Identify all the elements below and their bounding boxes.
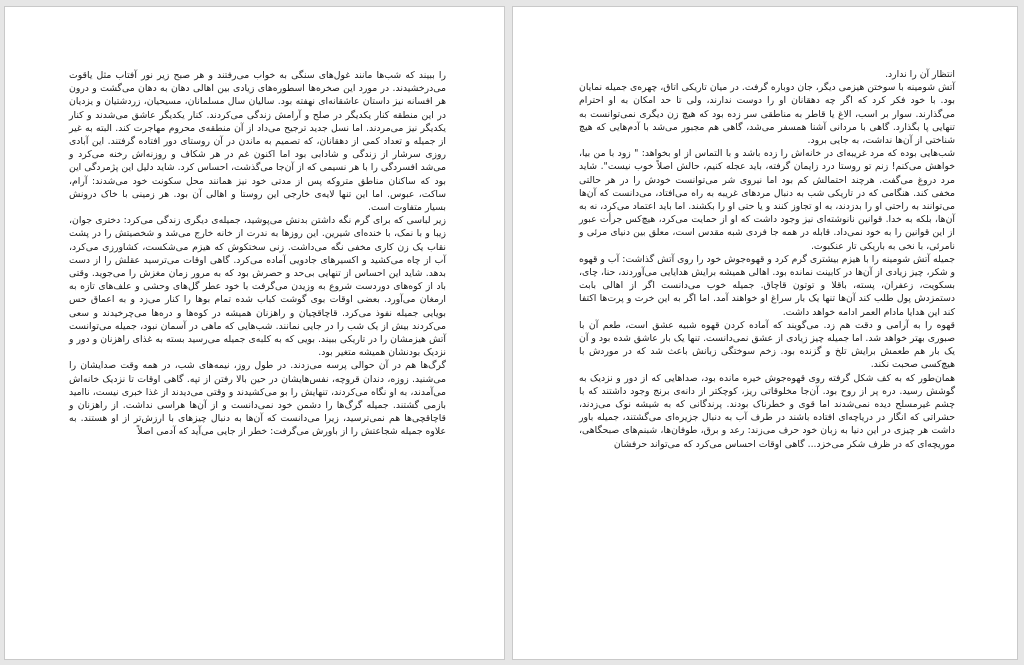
paragraph: شب‌هایی بوده که مرد غریبه‌ای در خانه‌اش را زده باشد و با التماس از او بخواهد: " زود با من بیا، خواهش می‌کنم! زنم تو روستا درد زایمان گرفته، باید عجله کنیم، حالش اصلاً خوب نیست". شاید مرد دروغ می‌گفت. هرچند احتمالش کم بود اما نیروی شر می‌توانست خودش را در هر حالتی مخفی کند. هنگامی که در تاریکی شب به دنبال مردهای غریبه به راه می‌افتاد، می‌دانست که آن‌ها می‌توانند به راحتی او را بدزدند، به او تجاوز کنند و یا حتی او را بکشند. اما باید اعتماد می‌کرد، نه به آن‌ها، بلکه به خدا. قوانین نانوشته‌ای نیز وجود داشت که او از حمایت می‌کرد، هیچ‌کس جرأت عبور از این قوانین را به خود نمی‌داد. قابله در همه جا فردی شبه مقدس است، معلق بین دنیای مرئی و نامرئی، با نخی به باریکی تار عنکبوت. bbox=[579, 148, 955, 252]
paragraph: انتظار آن را ندارد. bbox=[885, 69, 955, 80]
left-page bbox=[4, 6, 505, 660]
paragraph: گرگ‌ها هم در آن حوالی پرسه می‌زدند. در طول روز، نیمه‌های شب، در همه وقت صدایشان را می‌شنید. زوزه، دندان قروچه، نفس‌هایشان در حین بالا رفتن از تپه. گاهی اوقات تا نزدیک خانه‌اش می‌آمدند، به او نگاه می‌کردند، تنهایش را بو می‌کشیدند و وقتی می‌دیدند از غذا خبری نیست، ناامید بازمی گشتند. جمیله گرگ‌ها را دشمن خود نمی‌دانست و از آن‌ها هراسی نداشت. از راهزنان و قاچاقچی‌ها هم نمی‌ترسید، زیرا می‌دانست که آن‌ها به دنبال چیزهای با ارزش‌تر از او هستند. به علاوه جمیله شجاعتش را از باورش می‌گرفت: خطر از جایی می‌آید که آدمی اصلاً bbox=[69, 360, 446, 438]
paragraph: آتش شومینه با سوختن هیزمی دیگر، جان دوباره گرفت. در میان تاریکی اتاق، چهره‌ی جمیله نمایان بود. با خود فکر کرد که اگر چه دهقانان او را دوست ندارند، ولی تا حد امکان به او احترام می‌گذارند. سوار بر اسب، الاغ یا قاطر به مناطقی سر زده بود که هیچ زن دیگری نمی‌توانست به تنهایی پا بگذارد. گاهی با مردانی آشنا همسفر می‌شد، گاهی هم مجبور می‌شد با آدم‌هایی که هیچ شناختی از آن‌ها نداشت، به جایی برود. bbox=[579, 82, 955, 147]
paragraph: همان‌طور که به کف شکل گرفته روی قهوه‌جوش خیره مانده بود، صداهایی که از دور و نزدیک به گوشش رسید. دره پر از روح بود. آن‌جا مخلوقاتی ریز، کوچکتر از دانه‌ی برنج وجود داشتند که با چشم غیرمسلح دیده نمی‌شدند اما قوی و خطرناک بودند. پرندگانی که به شیشه نوک می‌زدند، حشراتی که انگار در دریاچه‌ای افتاده باشند در طرف آب به دنبال جزیره‌ای می‌گشتند، جمیله باور داشت هر چیزی در این دنیا به زبان خود حرف می‌زند: رعد و برق، طوفان‌ها، شبنم‌های صبحگاهی، موریچه‌ای که در ظرف شکر می‌خزد... گاهی اوقات احساس می‌کرد که می‌تواند حرفشان bbox=[579, 372, 955, 450]
paragraph: قهوه را به آرامی و دقت هم زد. می‌گویند که آماده کردن قهوه شبیه عشق است، طعم آن با صبوری بهتر خواهد شد. اما جمیله چیز زیادی از عشق نمی‌دانست. تنها یک بار عاشق شده بود و آن یک بار هم طعمش برایش تلخ و گزنده بود. زخم سوختگی زبانش باعث شد که در موردش با هیچ‌کسی صحبت نکند. bbox=[579, 319, 955, 371]
right-page-text bbox=[579, 68, 955, 451]
paragraph: زیر لباسی که برای گرم نگه داشتن بدنش می‌پوشید، جمیله‌ی دیگری زندگی می‌کرد: دختری جوان، زیبا و با نمک، با خنده‌ای شیرین. این روزها به ندرت از خانه خارج می‌شد و شخصیتش را در پشت نقاب یک زن کاری مخفی نگه می‌داشت. زنی سختکوش که هیزم می‌شکست، کشاورزی می‌کرد، آب از چاه می‌کشید و اکسیرهای جادویی آماده می‌کرد. گاهی اوقات می‌ترسید عقلش را از دست بدهد. شاید این احساس از تنهایی بی‌حد و حصرش بود که به مرور زمان مغزش را می‌جوید. وقتی باد از کوه‌های دوردست شروع به وزیدن می‌گرفت با خود عطر گل‌های وحشی و علف‌های تازه به ارمغان می‌آورد. بعضی اوقات بوی گوشت کباب شده تمام بوها را کنار می‌زد و به اعماق حس بویایی جمیله نفوذ می‌کرد. قاچاقچیان و راهزنان همیشه در کوه‌ها و دره‌ها می‌چرخیدند و سعی می‌کردند بیش از یک شب را در جایی نمانند. شب‌هایی که ماهی در آسمان نبود، جمیله می‌توانست آتش هیزمشان را در تاریکی ببیند. بویی که به کلبه‌ی جمیله می‌رسید بسته به غذای راهزنان و دور و نزدیک بودنشان همیشه متغیر بود. bbox=[69, 215, 446, 359]
right-page bbox=[512, 6, 1018, 660]
left-page-text bbox=[69, 69, 446, 439]
paragraph: جمیله آتش شومینه را با هیزم بیشتری گرم کرد و قهوه‌جوش خود را روی آتش گذاشت: آب و قهوه و شکر، چیز زیادی از آن‌ها در کابینت نمانده بود. اهالی همیشه برایش هدایایی می‌آوردند، حنا، چای، بسکویت، زعفران، پسته، باقلا و توتون قاچاق. جمیله خوب می‌دانست اگر از اهالی بابت دستمزدش پول طلب کند آن‌ها تنها یک بار سراغ او خواهند آمد. اما اگر به این خرت و پرت‌ها اکتفا کند این هدایا مادام العمر ادامه خواهد داشت. bbox=[579, 253, 955, 318]
paragraph: را ببیند که شب‌ها مانند غول‌های سنگی به خواب می‌رفتند و هر صبح زیر نور آفتاب مثل یاقوت می‌درخشیدند. در مورد این صخره‌ها اسطوره‌های زیادی بین اهالی دهان به دهان می‌گشت و درون هر افسانه نیز داستان عاشقانه‌ای نهفته بود. سالیان سال مسلمانان، مسیحیان، زردشتیان و یزدیان در این منطقه کنار یکدیگر در صلح و آرامش زندگی می‌کردند. کنار یکدیگر عاشق می‌شدند و کنار یکدیگر نیز می‌مردند. اما نسل جدید ترجیح می‌داد از آن منطقه‌ی محروم مهاجرت کند. البته به غیر از جمیله و تعداد کمی از دهقانان، که تصمیم به ماندن در آن روستای دور افتاده گرفتند. این آبادی روزی سرشار از زندگی و شادابی بود اما اکنون غم در هر شکاف و روزنه‌اش رخنه می‌کرد و می‌شد افسردگی را با هر نسیمی که از آن‌جا می‌گذشت، احساس کرد. شاید دلیل این پژمردگی این بود که ساکنان مناطق متروکه پس از مدتی خود نیز همانند محل سکونت خود می‌شدند: آرام، ساکت، عبوس. اما این تنها لایه‌ی خارجی این روستا و اهالی آن بود. هر زمینی با خاک درونش بسیار متفاوت است. bbox=[69, 70, 446, 214]
